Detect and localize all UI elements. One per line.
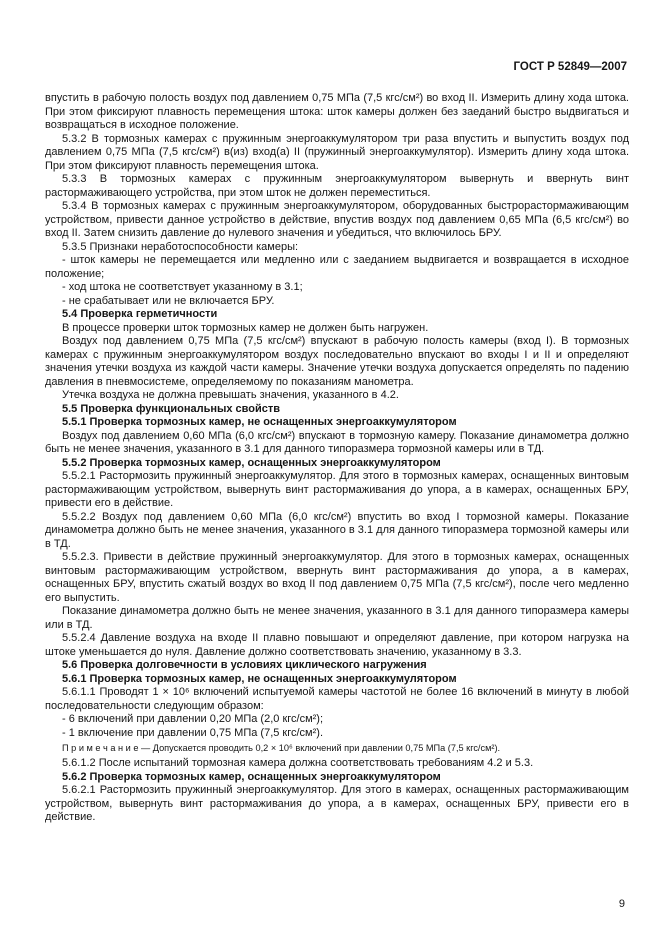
note-paragraph: П р и м е ч а н и е — Допускается проводить 0,2 × 10⁶ включений при давлении 0,75 МПа (7,5 кгс/см²).: [62, 743, 501, 753]
paragraph: 5.6.1.1 Проводят 1 × 10⁶ включений испытуемой камеры частотой не более 16 включений в минуту в любой последовательности следующим образом:: [45, 686, 629, 712]
paragraph: впустить в рабочую полость воздух под давлением 0,75 МПа (7,5 кгс/см²) во вход II. Измерить длину хода штока. При этом фиксируют плавность перемещения штока: шток камеры должен без заеданий быстро выдвигаться и возвращаться в исходное положение.: [45, 92, 629, 131]
page-number: 9: [618, 898, 625, 910]
paragraph: 5.3.5 Признаки неработоспособности камеры:: [62, 240, 299, 253]
document-body: [45, 92, 629, 825]
document-footer: [45, 898, 625, 910]
paragraph: - 1 включение при давлении 0,75 МПа (7,5 кгс/см²).: [62, 726, 324, 739]
section-heading: 5.6.1 Проверка тормозных камер, не оснащенных энергоаккумулятором: [62, 672, 457, 685]
section-heading: 5.6.2 Проверка тормозных камер, оснащенных энергоаккумулятором: [62, 770, 441, 783]
section-heading: 5.4 Проверка герметичности: [62, 308, 218, 320]
section-heading: 5.6 Проверка долговечности в условиях циклического нагружения: [62, 659, 427, 671]
document-header: [45, 61, 627, 73]
paragraph: - не срабатывает или не включается БРУ.: [62, 294, 275, 307]
section-heading: 5.5.2 Проверка тормозных камер, оснащенных энергоаккумулятором: [62, 456, 441, 469]
paragraph: Утечка воздуха не должна превышать значения, указанного в 4.2.: [62, 389, 399, 401]
paragraph: Воздух под давлением 0,75 МПа (7,5 кгс/см²) впускают в рабочую полость камеры (вход I). В тормозных камерах с пружинным энергоаккумулятором воздух последовательно впускают во входы I и II и определяют значения утечки воздуха из каждой части камеры. Значение утечки воздуха допускается определять по падению давления в пневмосистеме, определяемому по показаниям манометра.: [45, 335, 629, 388]
paragraph: 5.5.2.1 Растормозить пружинный энергоаккумулятор. Для этого в тормозных камерах, оснащенных винтовым растормаживающим устройством, вывернуть винт растормаживания до упора, а в камерах, оснащенных БРУ, привести его в действие.: [45, 470, 629, 509]
paragraph: 5.6.1.2 После испытаний тормозная камера должна соответствовать требованиям 4.2 и 5.3.: [62, 757, 534, 769]
paragraph: Воздух под давлением 0,60 МПа (6,0 кгс/см²) впускают в тормозную камеру. Показание динамометра должно быть не менее значения, указанного в 3.1 для данного типоразмера тормозной камеры или в ТД.: [45, 429, 629, 455]
paragraph: - 6 включений при давлении 0,20 МПа (2,0 кгс/см²);: [62, 713, 324, 725]
paragraph: 5.5.2.3. Привести в действие пружинный энергоаккумулятор. Для этого в тормозных камерах, оснащенных винтовым растормаживающим устройством, ввернуть винт растормаживания до упора, а в камерах, оснащенных БРУ, впустить сжатый воздух во вход II под давлением 0,75 МПа (7,5 кгс/см²), после чего медленно его выпустить.: [45, 551, 629, 604]
paragraph: - шток камеры не перемещается или медленно или с заеданием выдвигается и возвращается в исходное положение;: [45, 254, 629, 280]
section-heading: 5.5 Проверка функциональных свойств: [62, 402, 281, 415]
paragraph: 5.5.2.4 Давление воздуха на входе II плавно повышают и определяют давление, при котором нагрузка на штоке уменьшается до нуля. Давление должно соответствовать значению, указанному в 3.3.: [45, 632, 629, 658]
paragraph: 5.3.4 В тормозных камерах с пружинным энергоаккумулятором, оборудованных быстрорастормаживающим устройством, привести данное устройство в действие, впустив воздух под давлением 0,65 МПа (6,5 кгс/см²) во вход II. Затем снизить давление до нулевого значения и убедиться, что включилось БРУ.: [45, 200, 629, 239]
paragraph: - ход штока не соответствует указанному в 3.1;: [62, 281, 303, 293]
paragraph: 5.3.3 В тормозных камерах с пружинным энергоаккумулятором вывернуть и ввернуть винт растормаживающего устройства, при этом шток не должен переместиться.: [45, 173, 629, 199]
paragraph: 5.6.2.1 Растормозить пружинный энергоаккумулятор. Для этого в камерах, оснащенных растормаживающим устройством, вывернуть винт растормаживания до упора, а в камерах, оснащенных БРУ, привести его в действие.: [45, 784, 629, 823]
doc-code: ГОСТ Р 52849—2007: [513, 61, 627, 73]
paragraph: В процессе проверки шток тормозных камер не должен быть нагружен.: [62, 321, 429, 334]
paragraph: Показание динамометра должно быть не менее значения, указанного в 3.1 для данного типоразмера камеры или в ТД.: [45, 605, 629, 631]
paragraph: 5.3.2 В тормозных камерах с пружинным энергоаккумулятором три раза впустить и выпустить воздух под давлением 0,75 МПа (7,5 кгс/см²) в(из) вход(а) II (пружинный энергоаккумулятор). Измерить длину хода штока. При этом фиксируют плавность перемещения штока.: [45, 132, 629, 172]
paragraph: 5.5.2.2 Воздух под давлением 0,60 МПа (6,0 кгс/см²) впустить во вход I тормозной камеры. Показание динамометра должно быть не менее значения, указанного в 3.1 для данного типоразмера тормозной камеры или в ТД.: [45, 510, 629, 550]
section-heading: 5.5.1 Проверка тормозных камер, не оснащенных энергоаккумулятором: [62, 416, 457, 428]
